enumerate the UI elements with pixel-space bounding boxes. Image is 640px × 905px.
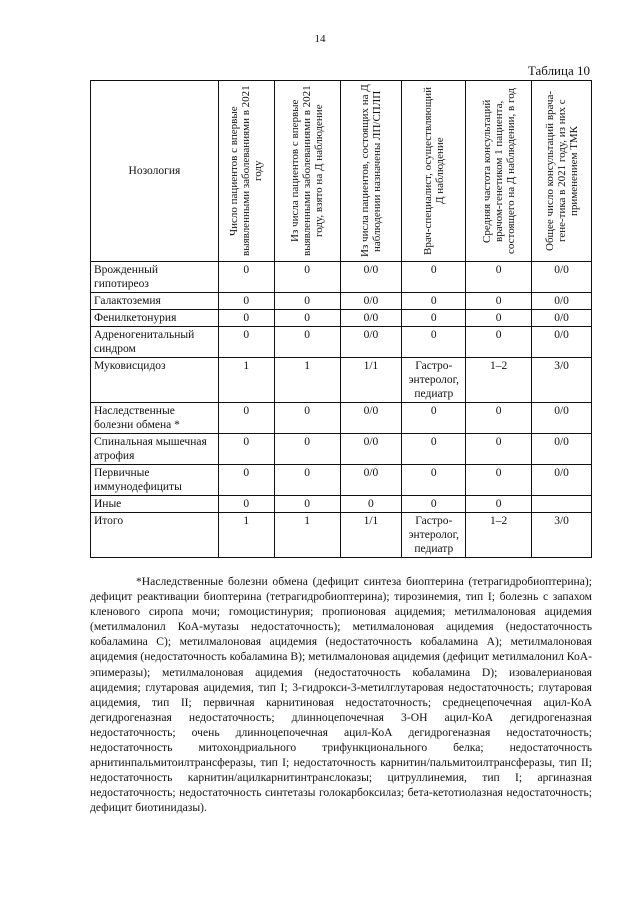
value-cell: 0/0	[532, 310, 592, 327]
value-cell: 1/1	[340, 513, 402, 558]
value-cell: 0	[274, 434, 340, 465]
value-cell: 0	[218, 465, 274, 496]
value-cell: 0	[274, 496, 340, 513]
value-cell: 0/0	[340, 293, 402, 310]
table-header-row	[91, 81, 592, 262]
value-cell: 0	[466, 327, 532, 358]
value-cell: 0	[402, 403, 466, 434]
value-cell: 0	[218, 327, 274, 358]
value-cell: 0	[274, 327, 340, 358]
table-row	[91, 262, 592, 293]
header-taken: Из числа пациентов с впервые выявленными заболеваниями в 2021 году, взято на Д наблюдение	[274, 81, 340, 262]
value-cell: 0/0	[532, 434, 592, 465]
nosology-name-cell: Врожденный гипотиреоз	[91, 262, 219, 293]
value-cell: 3/0	[532, 358, 592, 403]
value-cell: 0	[466, 310, 532, 327]
value-cell: Гастро-энтеролог, педиатр	[402, 358, 466, 403]
value-cell: 0	[274, 465, 340, 496]
value-cell: 0/0	[532, 262, 592, 293]
table-body	[91, 262, 592, 558]
value-cell: 0	[274, 403, 340, 434]
value-cell: 0	[218, 403, 274, 434]
value-cell: 0	[402, 434, 466, 465]
page-number: 14	[314, 33, 326, 45]
value-cell: 0	[340, 496, 402, 513]
header-doctor: Врач-специалист, осуществляющий Д наблюдение	[402, 81, 466, 262]
value-cell: 0/0	[532, 293, 592, 310]
value-cell: 0/0	[340, 403, 402, 434]
value-cell: 1	[218, 513, 274, 558]
nosology-name-cell: Муковисцидоз	[91, 358, 219, 403]
nosology-name-cell: Итого	[91, 513, 219, 558]
value-cell: 1/1	[340, 358, 402, 403]
table-row	[91, 403, 592, 434]
value-cell: 0/0	[532, 465, 592, 496]
header-total-consult: Общее число консультаций врача-гене-тика в 2021 году, из них с применением ТМК	[532, 81, 592, 262]
table-row	[91, 513, 592, 558]
header-frequency: Средняя частота консультаций врачом-генетиком 1 пациента, состоящего на Д наблюдении, в год	[466, 81, 532, 262]
value-cell: 1	[274, 513, 340, 558]
value-cell: 0	[402, 465, 466, 496]
value-cell: 0/0	[340, 310, 402, 327]
value-cell: 0/0	[532, 403, 592, 434]
nosology-name-cell: Наследственные болезни обмена *	[91, 403, 219, 434]
table-row	[91, 465, 592, 496]
value-cell: 0	[274, 310, 340, 327]
value-cell: 3/0	[532, 513, 592, 558]
nosology-name-cell: Галактоземия	[91, 293, 219, 310]
header-consisting: Из числа пациентов, состоящих на Д наблюдении назначены ЛП/СПЛП	[340, 81, 402, 262]
value-cell: 0/0	[340, 327, 402, 358]
nosology-name-cell: Адреногенитальный синдром	[91, 327, 219, 358]
value-cell: 0	[218, 434, 274, 465]
value-cell: 0	[402, 262, 466, 293]
value-cell: 0	[402, 327, 466, 358]
value-cell: 0	[466, 262, 532, 293]
value-cell: 0	[218, 262, 274, 293]
value-cell: 0/0	[532, 327, 592, 358]
value-cell	[532, 496, 592, 513]
value-cell: 0	[402, 293, 466, 310]
nosology-name-cell: Первичные иммунодефициты	[91, 465, 219, 496]
value-cell: 0	[218, 310, 274, 327]
value-cell: 1–2	[466, 513, 532, 558]
value-cell: 1	[218, 358, 274, 403]
value-cell: 0	[402, 310, 466, 327]
table-row	[91, 310, 592, 327]
value-cell: 0	[466, 434, 532, 465]
value-cell: 1–2	[466, 358, 532, 403]
value-cell: 0	[218, 293, 274, 310]
value-cell: 0	[274, 293, 340, 310]
value-cell: 0/0	[340, 434, 402, 465]
value-cell: 0	[274, 262, 340, 293]
value-cell: 0	[402, 496, 466, 513]
table-row	[91, 358, 592, 403]
nosology-name-cell: Фенилкетонурия	[91, 310, 219, 327]
table-row	[91, 327, 592, 358]
table-row	[91, 496, 592, 513]
nosology-table	[90, 80, 592, 558]
value-cell: 0	[466, 403, 532, 434]
nosology-name-cell: Спинальная мышечная атрофия	[91, 434, 219, 465]
value-cell: 0	[466, 496, 532, 513]
table-row	[91, 293, 592, 310]
nosology-name-cell: Иные	[91, 496, 219, 513]
value-cell: 0/0	[340, 465, 402, 496]
value-cell: Гастро-энтеролог, педиатр	[402, 513, 466, 558]
header-nosology: Нозология	[91, 81, 219, 262]
value-cell: 0	[466, 293, 532, 310]
table-caption: Таблица 10	[527, 63, 590, 78]
value-cell: 1	[274, 358, 340, 403]
value-cell: 0	[218, 496, 274, 513]
value-cell: 0	[466, 465, 532, 496]
table-row	[91, 434, 592, 465]
footnote: *Наследственные болезни обмена (дефицит синтеза биоптерина (тетрагидробиоптерина); дефицит реактивации биоптерина (тетрагидробиоптерина); тирозинемия, тип I; болезнь с запахом кленового сиропа мочи; гомоцистинурия; пропионовая ацидемия; метилмалоновая ацидемия (метилмалонил КоА-мутазы недостаточность); метилмалоновая ацидемия (недостаточность кобаламина C); метилмалоновая ацидемия (недостаточность кобаламина A); метилмалоновая ацидемия (недостаточность кобаламина B); метилмалоновая ацидемия (дефицит метилмалонил КоА-эпимеразы); метилмалоновая ацидемия (недостаточность кобаламина D); изовалериановая ацидемия; глутаровая ацидемия, тип I; 3-гидрокси-3-метилглутаровая недостаточность; глутаровая ацидемия, тип II; первичная карнитиновая недостаточность; среднецепочечная ацил-КоА дегидрогеназная недостаточность; длинноцепочечная 3-OH ацил-КоА дегидрогеназная недостаточность; очень длинноцепочечная ацил-КоА дегидрогеназная недостаточность; недостаточность митохондриального трифункционального белка; недостаточность арнитинпальмитоилтрансферазы, тип I; недостаточность карнитин/пальмитоилтрансферазы, тип II; недостаточность карнитин/ацилкарнитинтранслоказы; цитруллинемия, тип I; аргиназная недостаточность; недостаточность синтетазы голокарбоксилаз; бета-кетотиолазная недостаточность; дефицит биотинидазы).	[90, 575, 592, 815]
value-cell: 0/0	[340, 262, 402, 293]
header-first-time: Число пациентов с впервые выявленными заболеваниями в 2021 году	[218, 81, 274, 262]
